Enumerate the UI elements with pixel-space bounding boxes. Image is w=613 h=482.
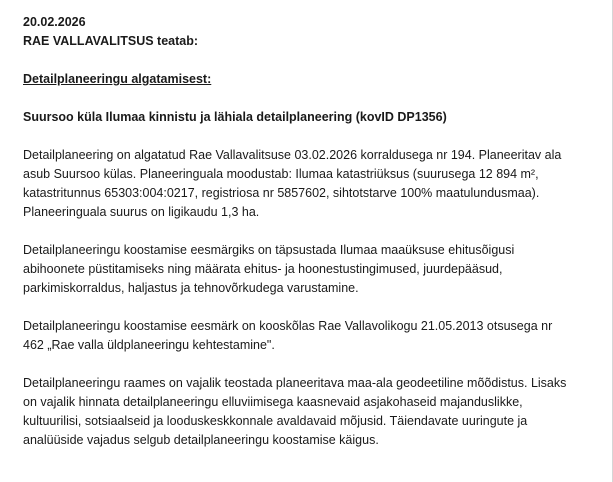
paragraph-purpose — [23, 241, 598, 298]
paragraph-line: Detailplaneeringu koostamise eesmärgiks on täpsustada Ilumaa maaüksuse ehitusõigusi — [23, 243, 515, 257]
spacer — [23, 298, 598, 317]
announcement-sender: RAE VALLAVALITSUS teatab: — [23, 34, 199, 48]
announcement-document — [23, 13, 598, 450]
spacer — [23, 51, 598, 70]
paragraph-line: Detailplaneeringu koostamise eesmärk on kooskõlas Rae Vallavolikogu 21.05.2013 otsusega nr — [23, 319, 553, 333]
paragraph-line: kultuurilisi, sotsiaalseid ja looduskeskkonnale avaldavaid mõjusid. Täiendavate uuringute ja — [23, 414, 528, 428]
paragraph-surveys — [23, 374, 598, 450]
paragraph-line: asub Suursoo külas. Planeeringuala moodustab: Ilumaa katastriüksus (suurusega 12 894 m², — [23, 167, 539, 181]
spacer — [23, 89, 598, 108]
spacer — [23, 355, 598, 374]
paragraph-line: on vajalik hinnata detailplaneeringu elluviimisega kaasnevaid asjakohaseid majanduslikke, — [23, 395, 523, 409]
paragraph-initiation — [23, 146, 598, 222]
paragraph-line: Planeeringuala suurus on ligikaudu 1,3 ha. — [23, 205, 260, 219]
paragraph-line: Detailplaneering on algatatud Rae Vallavalitsuse 03.02.2026 korraldusega nr 194. Planeeritav ala — [23, 148, 562, 162]
section-title: Detailplaneeringu algatamisest: — [23, 72, 212, 86]
spacer — [23, 222, 598, 241]
paragraph-compliance — [23, 317, 598, 355]
paragraph-line: parkimiskorraldus, haljastus ja tehnovõrkudega varustamine. — [23, 281, 359, 295]
spacer — [23, 127, 598, 146]
paragraph-line: 462 „Rae valla üldplaneeringu kehtestamine". — [23, 338, 275, 352]
announcement-date: 20.02.2026 — [23, 15, 86, 29]
paragraph-line: Detailplaneeringu raames on vajalik teostada planeeritava maa-ala geodeetiline mõõdistus. Lisaks — [23, 376, 567, 390]
plan-title: Suursoo küla Ilumaa kinnistu ja lähiala detailplaneering (kovID DP1356) — [23, 110, 447, 124]
paragraph-line: abihoonete püstitamiseks ning määrata ehitus- ja hoonestustingimused, juurdepääsud, — [23, 262, 503, 276]
paragraph-line: analüüside vajadus selgub detailplaneeringu koostamise käigus. — [23, 433, 379, 447]
paragraph-line: katastritunnus 65303:004:0217, registriosa nr 5857602, sihtotstarve 100% maatulundusmaa). — [23, 186, 540, 200]
